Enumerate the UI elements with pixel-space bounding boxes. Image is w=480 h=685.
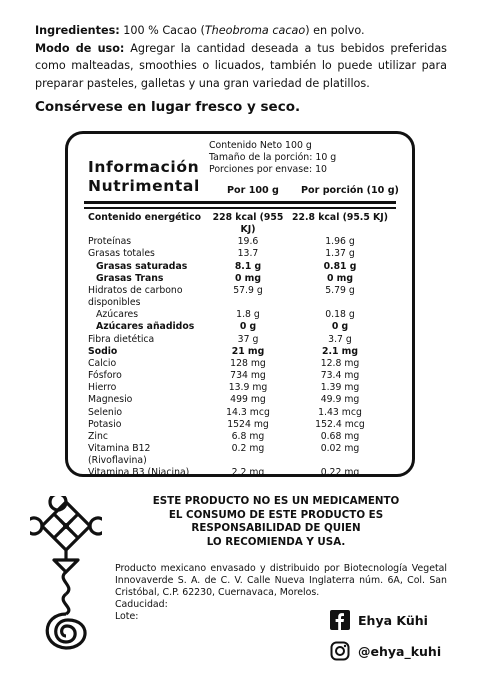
value-per-100g: 0.2 mg <box>231 442 265 454</box>
value-per-100g: 0 mg <box>234 272 262 284</box>
value-per-serving: 1.43 mcg <box>318 406 362 418</box>
storage-note: Consérvese en lugar fresco y seco. <box>35 99 301 115</box>
value-per-serving: 12.8 mg <box>320 357 360 369</box>
value-per-serving: 3.7 g <box>328 333 352 345</box>
nutrition-row <box>88 309 394 321</box>
nutrient-name: Vitamina B12 (Rivoflavina) <box>88 442 151 467</box>
value-per-serving: 1.37 g <box>325 248 355 260</box>
facebook-handle[interactable] <box>330 610 428 630</box>
nutrition-row <box>88 358 394 370</box>
warning-line: LO RECOMIENDA Y USA. <box>206 535 346 548</box>
header-divider-thin <box>84 207 396 209</box>
serving-size: Tamaño de la porción: 10 g <box>209 152 337 164</box>
nutrition-row <box>88 382 394 394</box>
lot-label: Lote: <box>115 611 139 623</box>
nutrient-name: Grasas saturadas <box>96 260 188 272</box>
ingredients-scientific-name: Theobroma cacao <box>204 24 306 37</box>
value-per-serving: 2.1 mg <box>321 345 359 357</box>
usage-text: Agregar la cantidad deseada a tus bebidos preferidas como malteadas, smoothies o licuados, también lo puede utilizar para preparar pasteles, galletas y una gran variedad de platillos. <box>35 41 448 90</box>
nutrition-row <box>88 261 394 273</box>
nutrient-name: Selenio <box>88 406 123 418</box>
nutrition-row <box>88 236 394 248</box>
nutrition-row <box>88 212 394 236</box>
nutrient-name: Azúcares añadidos <box>96 321 195 333</box>
nutrition-row <box>88 419 394 431</box>
ingredients-text-2: ) en polvo. <box>305 24 365 37</box>
warning-line: RESPONSABILIDAD DE QUIEN <box>191 522 361 535</box>
ingredients-text-1: 100 % Cacao ( <box>119 24 205 37</box>
producer-info: Producto mexicano envasado y distribuido por Biotecnología Vegetal Innovaverde S. A. de C. V. Calle Nueva Inglaterra núm. 6A, Col. San Cristóbal, C.P. 62230, Cuernavaca, Morelos. <box>115 563 447 599</box>
value-per-serving: 0 mg <box>326 272 354 284</box>
column-header-per-serving: Por porción (10 g) <box>301 185 399 196</box>
brand-knot-logo <box>30 496 102 661</box>
facebook-icon <box>330 610 350 630</box>
value-per-serving: 1.96 g <box>325 236 355 248</box>
nutrient-name: Zinc <box>88 430 108 442</box>
nutrient-name: Sodio <box>88 345 118 357</box>
value-per-100g: 13.9 mg <box>228 382 268 394</box>
value-per-serving: 73.4 mg <box>320 370 360 382</box>
nutrient-name: Calcio <box>88 357 117 369</box>
value-per-100g: 21 mg <box>231 345 265 357</box>
value-per-serving: 22.8 kcal (95.5 KJ) <box>292 212 388 223</box>
value-per-serving: 1.39 mg <box>320 382 360 394</box>
header-divider-thick <box>84 201 396 204</box>
nutrition-row <box>88 248 394 260</box>
nutrient-name: Fibra dietética <box>88 333 155 345</box>
value-per-100g: 499 mg <box>230 394 266 406</box>
nutrient-name: Grasas Trans <box>96 272 164 284</box>
facebook-name: Ehya Kühi <box>358 612 428 628</box>
medical-warning <box>145 495 407 549</box>
nutrition-title-line2: Nutrimental <box>88 177 200 195</box>
value-per-100g: 1.8 g <box>236 309 260 321</box>
usage-paragraph <box>35 40 447 93</box>
nutrient-name: Azúcares <box>96 309 139 321</box>
value-per-serving: 0.18 g <box>325 309 355 321</box>
nutrition-row <box>88 285 394 309</box>
value-per-serving: 49.9 mg <box>320 394 360 406</box>
nutrition-row <box>88 467 394 479</box>
nutrient-name: Vitamina B3 (Niacina) <box>88 467 190 479</box>
instagram-handle[interactable] <box>330 641 441 661</box>
value-per-serving: 0.81 g <box>323 260 357 272</box>
nutrient-name: Fósforo <box>88 370 122 382</box>
nutrition-meta <box>209 140 336 177</box>
value-per-serving: 5.79 g <box>325 284 355 296</box>
column-header-per-100g: Por 100 g <box>227 185 279 196</box>
nutrition-title <box>88 158 200 196</box>
usage-label: Modo de uso: <box>35 41 125 55</box>
servings-per-container: Porciones por envase: 10 <box>209 164 328 176</box>
instagram-name: @ehya_kuhi <box>358 643 442 659</box>
value-per-100g: 19.6 <box>237 236 259 248</box>
warning-line: ESTE PRODUCTO NO ES UN MEDICAMENTO <box>152 495 400 507</box>
nutrition-row <box>88 394 394 406</box>
nutrient-name: Proteínas <box>88 236 132 248</box>
value-per-100g: 8.1 g <box>234 260 262 272</box>
value-per-serving: 0.02 mg <box>320 442 360 454</box>
nutrition-table <box>88 212 394 479</box>
value-per-serving: 0.68 mg <box>320 430 360 442</box>
nutrition-row <box>88 346 394 358</box>
value-per-serving: 0.22 mg <box>320 467 360 479</box>
value-per-100g: 128 mg <box>230 357 266 369</box>
net-content: Contenido Neto 100 g <box>209 140 312 151</box>
nutrient-name: Hierro <box>88 382 117 394</box>
value-per-serving: 152.4 mcg <box>315 418 365 430</box>
value-per-100g: 228 kcal (955 KJ) <box>212 212 284 236</box>
value-per-100g: 13.7 <box>237 248 259 260</box>
nutrition-row <box>88 273 394 285</box>
nutrition-row <box>88 443 394 467</box>
value-per-100g: 6.8 mg <box>231 430 265 442</box>
value-per-100g: 734 mg <box>230 370 266 382</box>
value-per-100g: 1524 mg <box>227 418 269 430</box>
value-per-100g: 2.2 mg <box>231 467 265 479</box>
nutrition-row <box>88 431 394 443</box>
nutrient-name: Contenido energético <box>88 212 201 223</box>
ingredients-label: Ingredientes: <box>35 24 120 37</box>
nutrition-row <box>88 334 394 346</box>
nutrient-name: Hidratos de carbono disponibles <box>88 284 183 309</box>
value-per-100g: 37 g <box>237 333 259 345</box>
nutrient-name: Magnesio <box>88 394 133 406</box>
nutrient-name: Grasas totales <box>88 248 155 260</box>
value-per-100g: 57.9 g <box>233 284 263 296</box>
nutrition-title-line1: Información <box>88 158 200 176</box>
nutrition-row <box>88 370 394 382</box>
expiry-label: Caducidad: <box>115 599 168 610</box>
instagram-icon <box>330 641 350 661</box>
nutrition-row <box>88 321 394 333</box>
value-per-100g: 0 g <box>239 321 257 333</box>
warning-line: EL CONSUMO DE ESTE PRODUCTO ES <box>168 508 384 521</box>
product-description <box>35 22 447 92</box>
nutrition-row <box>88 407 394 419</box>
value-per-100g: 14.3 mcg <box>226 406 270 418</box>
value-per-serving: 0 g <box>331 321 349 333</box>
nutrient-name: Potasio <box>88 418 122 430</box>
expiry-lot-lines <box>115 599 168 623</box>
ingredients-line <box>35 22 447 40</box>
